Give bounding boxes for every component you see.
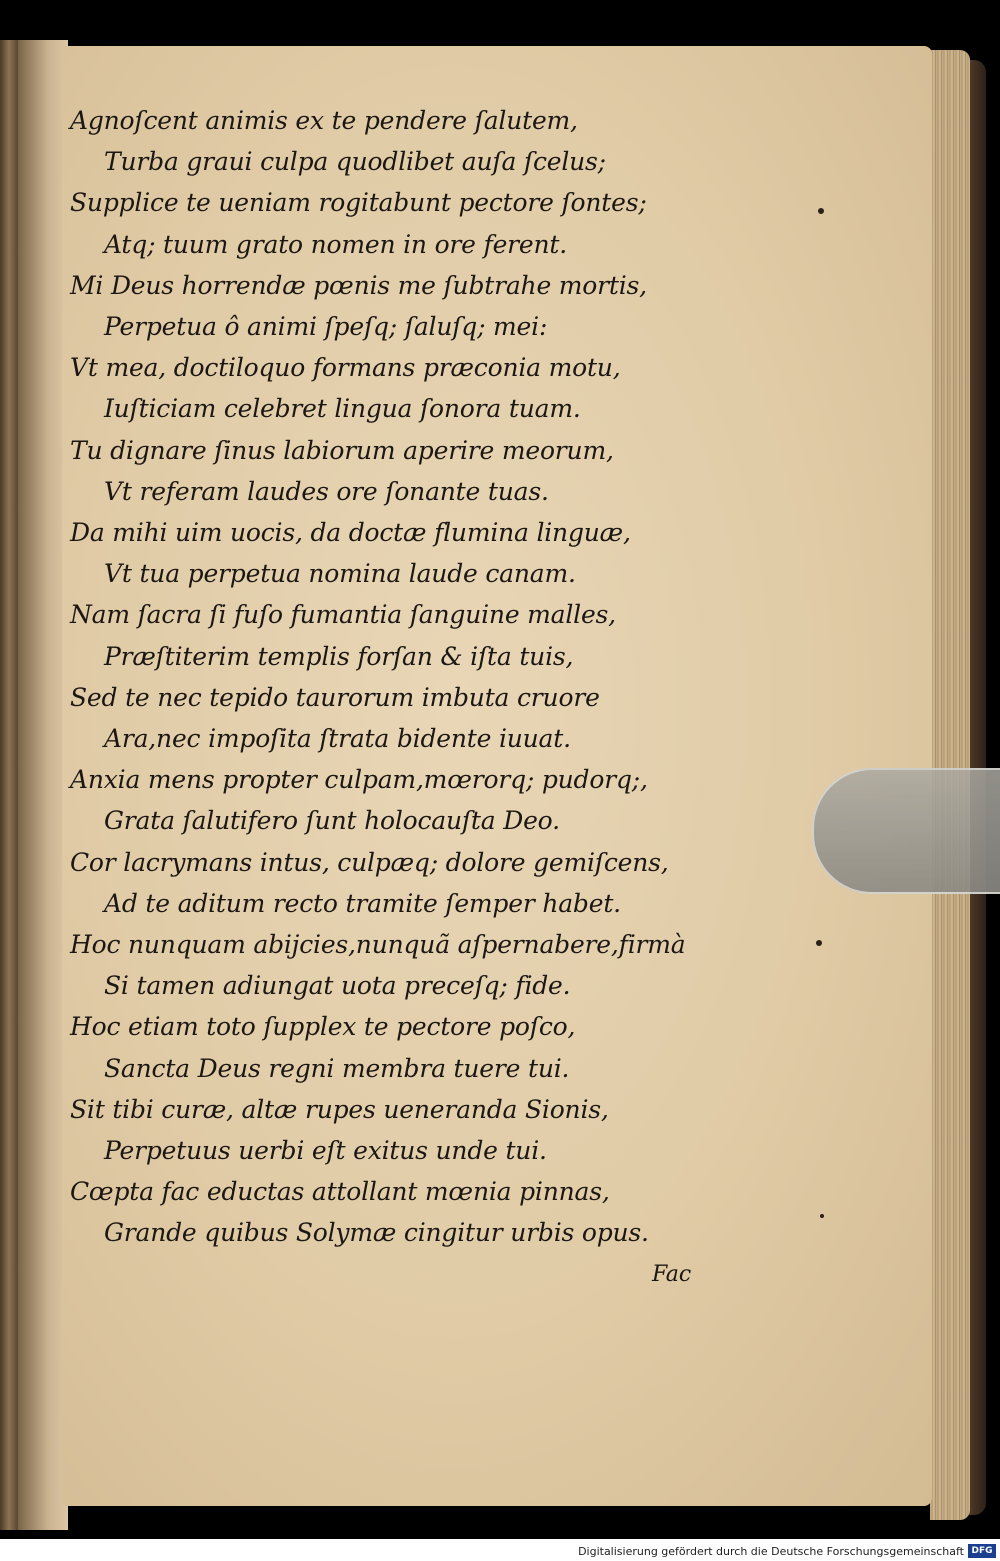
verse-line: Hoc nunquam abijcies,nunquã aſpernabere,firmà: [70, 930, 686, 960]
verse-line: Ad te aditum recto tramite ſemper habet.: [104, 888, 621, 918]
page-gutter: [18, 40, 68, 1530]
ink-speck: [820, 1214, 824, 1218]
verse-line: Anxia mens propter culpam,mœrorq; pudorq;,: [70, 765, 648, 795]
verse-line: Atq; tuum grato nomen in ore ferent.: [104, 229, 568, 259]
book-spine-edge: [0, 40, 18, 1530]
verse-line: Nam ſacra ſi fuſo fumantia ſanguine malles,: [70, 600, 616, 630]
verse-line: Sancta Deus regni membra tuere tui.: [104, 1053, 570, 1083]
verse-line: Sed te nec tepido taurorum imbuta cruore: [70, 682, 600, 712]
verse-line: Hoc etiam toto ſupplex te pectore poſco,: [70, 1012, 576, 1042]
verse-line: Agnoſcent animis ex te pendere ſalutem,: [70, 106, 578, 135]
verse-line: Vt tua perpetua nomina laude canam.: [104, 559, 576, 589]
verse-line: Grande quibus Solymæ cingitur urbis opus.: [104, 1218, 649, 1248]
verse-line: Cœpta fac eductas attollant mœnia pinnas,: [70, 1177, 610, 1207]
ink-speck: [816, 940, 822, 946]
footer-bar: [0, 1539, 1000, 1561]
poem-text: [70, 100, 730, 1254]
dfg-logo-icon: DFG: [968, 1544, 996, 1558]
verse-line: Turba graui culpa quodlibet auſa ſcelus;: [104, 147, 606, 177]
page-holder-clip: [812, 768, 1000, 894]
ink-speck: [818, 208, 824, 214]
catchword: Fac: [652, 1262, 692, 1287]
verse-line: Grata ſalutifero ſunt holocauſta Deo.: [104, 806, 560, 836]
verse-line: Si tamen adiungat uota preceſq; fide.: [104, 971, 571, 1001]
verse-line: Mi Deus horrendæ pœnis me ſubtrahe mortis,: [70, 270, 647, 300]
footer-credit: Digitalisierung gefördert durch die Deutsche Forschungsgemeinschaft: [578, 1545, 964, 1558]
verse-line: Vt referam laudes ore ſonante tuas.: [104, 476, 549, 506]
verse-line: Sit tibi curæ, altæ rupes ueneranda Sionis,: [70, 1094, 609, 1124]
verse-line: Præſtiterim templis forſan & iſta tuis,: [104, 641, 574, 671]
verse-line: Iuſticiam celebret lingua ſonora tuam.: [104, 394, 581, 424]
verse-line: Perpetuus uerbi eſt exitus unde tui.: [104, 1136, 547, 1166]
verse-line: Da mihi uim uocis, da doctæ flumina linguæ,: [70, 518, 631, 548]
verse-line: Perpetua ô animi ſpeſq; ſaluſq; mei:: [104, 312, 548, 342]
verse-line: Cor lacrymans intus, culpæq; dolore gemiſcens,: [70, 847, 669, 877]
verse-line: Supplice te ueniam rogitabunt pectore ſontes;: [70, 188, 647, 218]
verse-line: Ara,nec impoſita ſtrata bidente iuuat.: [104, 724, 571, 754]
verse-line: Vt mea, doctiloquo formans præconia motu,: [70, 353, 621, 383]
verse-line: Tu dignare ſinus labiorum aperire meorum,: [70, 435, 614, 465]
